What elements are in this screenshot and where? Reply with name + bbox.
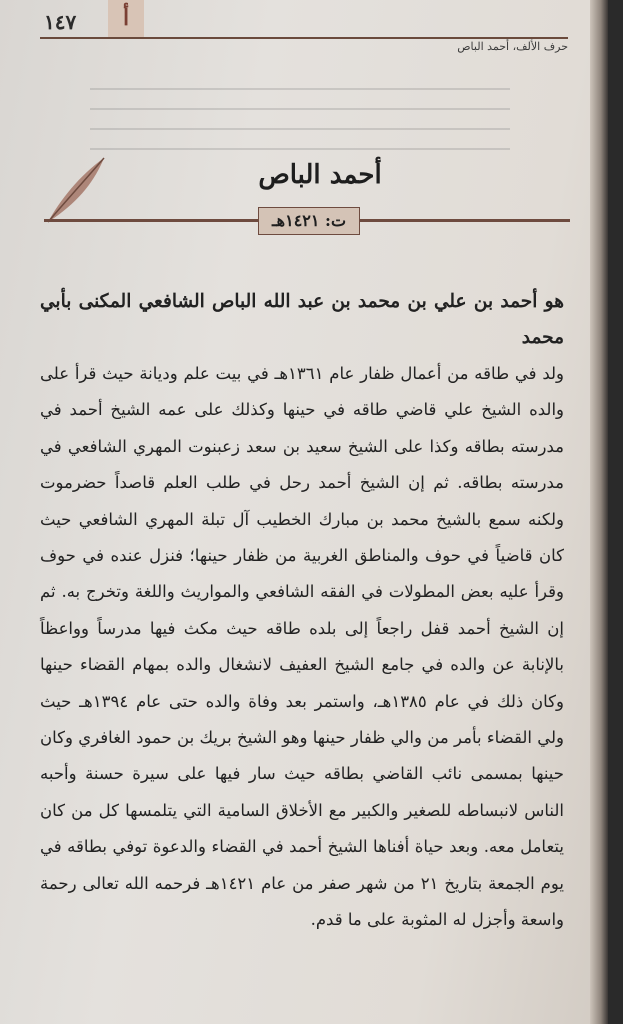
entry-title: أحمد الباص <box>258 160 382 190</box>
death-date-badge: ت: ١٤٢١هـ <box>258 207 360 235</box>
running-head: حرف الألف، أحمد الباص <box>457 40 568 53</box>
header-rule <box>40 37 568 39</box>
book-spine <box>590 0 608 1024</box>
entry-paragraph: ولد في طاقه من أعمال ظفار عام ١٣٦١هـ في بيت علم وديانة حيث قرأ على والده الشيخ علي قاضي طاقه في حينها وكذلك على عمه الشيخ أحمد في مدرسته بطاقه وكذا على الشيخ سعيد بن سعد زعبنوت المهري الشافعي في مدرسته بطاقه. ثم إن الشيخ أحمد رحل في طلب العلم قاصداً حضرموت ولكنه سمع بالشيخ محمد بن مبارك الخطيب آل تبلة المهري الشافعي حيث كان قاضياً في حوف والمناطق الغربية من ظفار حينها؛ فنزل عنده في حوف وقرأ عليه بعض المطولات في الفقه الشافعي والمواريث واللغة وتخرج به. ثم إن الشيخ أحمد قفل راجعاً إلى بلده طاقه حيث مكث فيها مدرساً وواعظاً بالإنابة عن والده في جامع الشيخ العفيف لانشغال والده بمهام القضاء حينها وكان ذلك في عام ١٣٨٥هـ، واستمر بعد وفاة والده حتى عام ١٣٩٤هـ حيث ولي القضاء بأمر من والي ظفار حينها وهو الشيخ بريك بن حمود الغافري وكان حينها بمسمى نائب القاضي بطاقه حيث سار فيها على سيرة حسنة وأحبه الناس لانبساطه للصغير والكبير مع الأخلاق السامية التي يتلمسها كل من كان يتعامل معه. وبعد حياة أفناها الشيخ أحمد في القضاء والدعوة توفي بطاقه في يوم الجمعة بتاريخ ٢١ من شهر صفر من عام ١٤٢١هـ فرحمه الله تعالى رحمة واسعة وأجزل له المثوبة على ما قدم. <box>40 364 564 930</box>
entry-body <box>40 284 564 939</box>
letter-tab: أ <box>108 0 144 38</box>
page-number: ١٤٧ <box>44 10 77 34</box>
entry-lead: هو أحمد بن علي بن محمد بن عبد الله الباص الشافعي المكنى بأبي محمد <box>40 291 564 348</box>
feather-icon <box>40 150 110 230</box>
